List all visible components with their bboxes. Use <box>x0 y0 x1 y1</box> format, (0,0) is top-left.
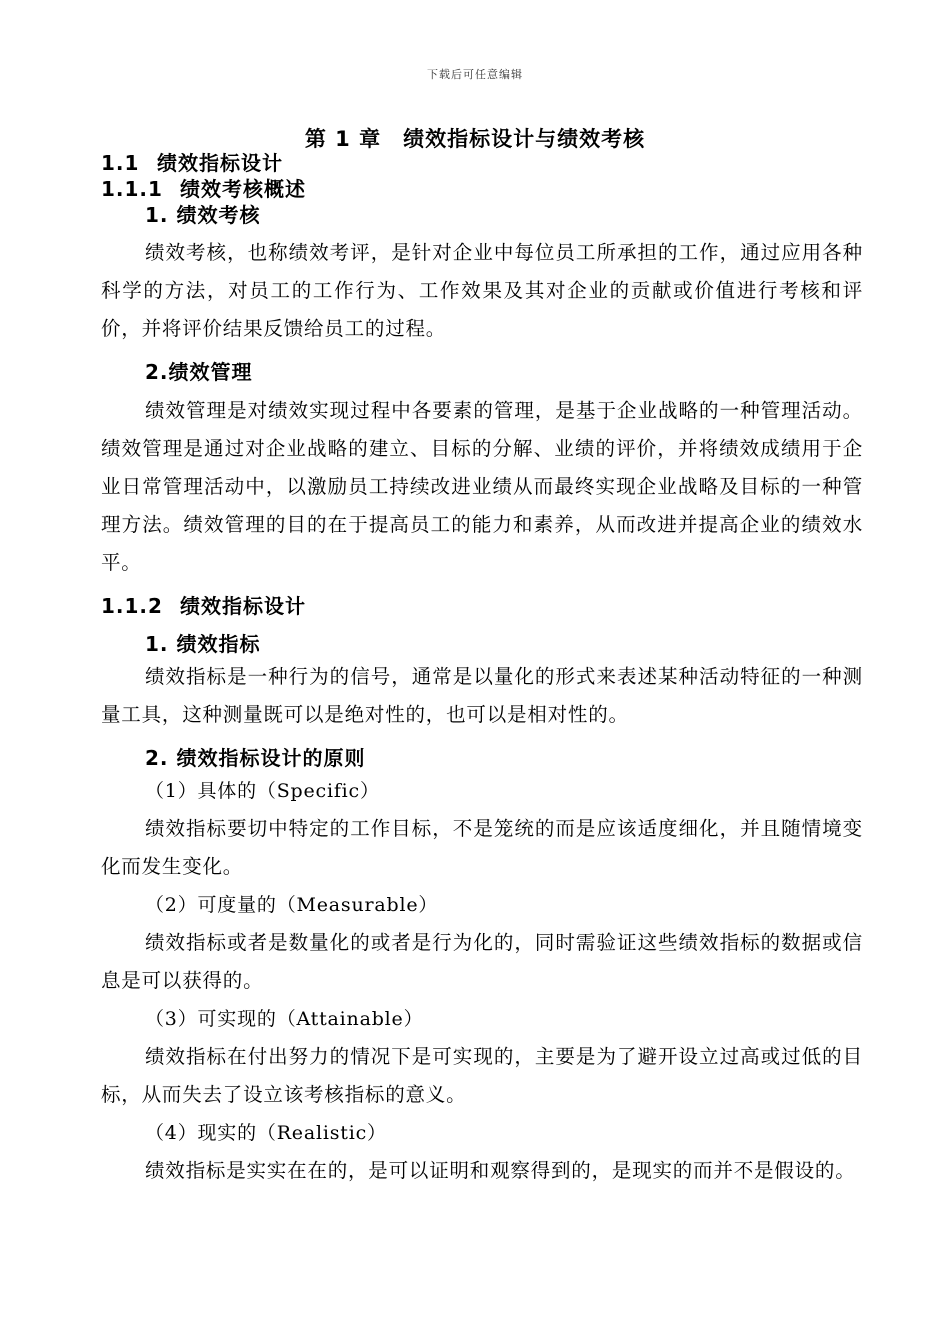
subsection-title: 绩效考核概述 <box>180 177 306 201</box>
item-heading-performance-indicator: 1. 绩效指标 <box>145 632 261 656</box>
principle-label: （2）可度量的（Measurable） <box>145 894 439 916</box>
principle-label: （3）可实现的（Attainable） <box>145 1008 424 1030</box>
subsection-heading-1-1-1 <box>101 176 863 202</box>
subsection-heading-1-1-2 <box>101 592 863 620</box>
section-heading <box>101 150 863 176</box>
paragraph-performance-indicator: 绩效指标是一种行为的信号，通常是以量化的形式来表述某种活动特征的一种测量工具，这种测量既可以是绝对性的，也可以是相对性的。 <box>101 665 863 726</box>
principle-label: （4）现实的（Realistic） <box>145 1122 387 1144</box>
principle-text: 绩效指标在付出努力的情况下是可实现的，主要是为了避开设立过高或过低的目标，从而失去了设立该考核指标的意义。 <box>101 1045 863 1106</box>
paragraph-performance-appraisal: 绩效考核，也称绩效考评，是针对企业中每位员工所承担的工作，通过应用各种科学的方法，对员工的工作行为、工作效果及其对企业的贡献或价值进行考核和评价，并将评价结果反馈给员工的过程。 <box>101 241 863 340</box>
principle-text: 绩效指标要切中特定的工作目标，不是笼统的而是应该适度细化，并且随情境变化而发生变化。 <box>101 817 863 878</box>
principle-text: 绩效指标是实实在在的，是可以证明和观察得到的，是现实的而并不是假设的。 <box>145 1159 856 1182</box>
section-number: 1.1 <box>101 151 140 175</box>
item-heading-performance-appraisal: 1. 绩效考核 <box>145 203 261 227</box>
subsection-number: 1.1.1 <box>101 177 163 201</box>
page-header-note: 下载后可任意编辑 <box>427 68 523 81</box>
chapter-title: 第 1 章 绩效指标设计与绩效考核 <box>304 127 646 151</box>
subsection-number: 1.1.2 <box>101 594 163 618</box>
subsection-title: 绩效指标设计 <box>180 594 306 618</box>
document-body <box>101 150 863 1190</box>
paragraph-performance-management: 绩效管理是对绩效实现过程中各要素的管理，是基于企业战略的一种管理活动。绩效管理是通过对企业战略的建立、目标的分解、业绩的评价，并将绩效成绩用于企业日常管理活动中，以激励员工持续改进业绩从而最终实现企业战略及目标的一种管理方法。绩效管理的目的在于提高员工的能力和素养，从而改进并提高企业的绩效水平。 <box>101 399 863 574</box>
section-title: 绩效指标设计 <box>157 151 283 175</box>
principle-label: （1）具体的（Specific） <box>145 780 380 802</box>
principle-text: 绩效指标或者是数量化的或者是行为化的，同时需验证这些绩效指标的数据或信息是可以获得的。 <box>101 931 863 992</box>
item-heading-performance-management: 2.绩效管理 <box>145 360 253 384</box>
item-heading-design-principles: 2. 绩效指标设计的原则 <box>145 746 366 770</box>
